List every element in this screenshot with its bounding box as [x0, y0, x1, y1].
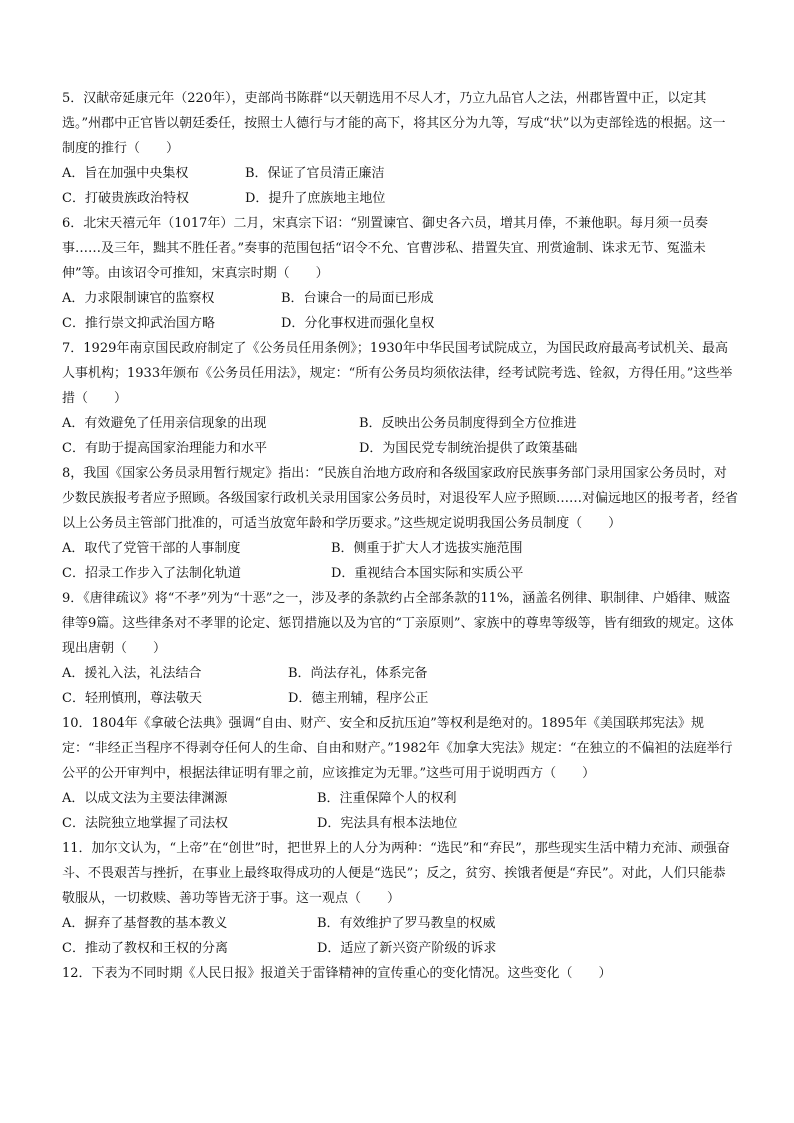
answer-option[interactable]: B．有效维护了罗马教皇的权威 [317, 916, 496, 931]
answer-option[interactable]: B．尚法存礼，体系完备 [288, 666, 428, 681]
answer-option[interactable]: A．力求限制谏官的监察权 [62, 291, 215, 306]
question-list [62, 86, 738, 986]
option-row [62, 661, 738, 686]
option-row [62, 411, 738, 436]
answer-option[interactable]: D．分化事权进而强化皇权 [281, 316, 435, 331]
question-block [62, 211, 738, 336]
question-stem: 12．下表为不同时期《人民日报》报道关于雷锋精神的宣传重心的变化情况。这些变化（ ） [62, 966, 612, 981]
question-stem: 7．1929年南京国民政府制定了《公务员任用条例》；1930年中华民国考试院成立，为国民政府最高考试机关、最高人事机构；1933年颁布《公务员任用法》，规定：“所有公务员均须依法律，经考试院考选、铨叙，方得任用。”这些举措（ ） [62, 341, 733, 406]
answer-option[interactable]: D．德主刑辅，程序公正 [288, 691, 429, 706]
answer-option[interactable]: A．以成文法为主要法律渊源 [62, 791, 228, 806]
option-row [62, 911, 738, 936]
option-row [62, 311, 738, 336]
option-row [62, 161, 738, 186]
answer-option[interactable]: A．摒弃了基督教的基本教义 [62, 916, 228, 931]
answer-option[interactable]: B．反映出公务员制度得到全方位推进 [359, 416, 577, 431]
answer-option[interactable]: B．台谏合一的局面已形成 [281, 291, 434, 306]
option-row [62, 561, 738, 586]
question-stem: 5．汉献帝延康元年（220年），吏部尚书陈群“以天朝选用不尽人才，乃立九品官人之法，州郡皆置中正，以定其选。”州郡中正官皆以朝廷委任，按照士人德行与才能的高下，将其区分为九等，写成“状”以为吏部铨选的根据。这一制度的推行（ ） [62, 91, 726, 156]
question-block [62, 711, 738, 836]
answer-option[interactable]: B．侧重于扩大人才选拔实施范围 [331, 541, 523, 556]
answer-option[interactable]: C．推行崇文抑武治国方略 [62, 316, 215, 331]
option-row [62, 186, 738, 211]
answer-option[interactable]: A．取代了党管干部的人事制度 [62, 541, 241, 556]
answer-option[interactable]: C．有助于提高国家治理能力和水平 [62, 441, 267, 456]
answer-option[interactable]: D．适应了新兴资产阶级的诉求 [317, 941, 497, 956]
answer-option[interactable]: D．宪法具有根本法地位 [317, 816, 458, 831]
option-row [62, 286, 738, 311]
answer-option[interactable]: B．保证了官员清正廉洁 [245, 166, 385, 181]
question-stem: 9．《唐律疏议》将“不孝”列为“十恶”之一，涉及孝的条款约占全部条款的11%，涵盖名例律、职制律、户婚律、贼盗律等9篇。这些律条对不孝罪的论定、惩罚措施以及为官的“丁亲原则”、家族中的尊卑等级等，皆有细致的规定。这体现出唐朝（ ） [62, 591, 734, 656]
exam-page [62, 86, 738, 986]
answer-option[interactable]: A．旨在加强中央集权 [62, 166, 189, 181]
question-block [62, 586, 738, 711]
option-row [62, 786, 738, 811]
question-block [62, 961, 738, 986]
question-stem: 8，我国《国家公务员录用暂行规定》指出：“民族自治地方政府和各级国家政府民族事务部门录用国家公务员时，对少数民族报考者应予照顾。各级国家行政机关录用国家公务员时，对退役军人应予照顾……对偏远地区的报考者，经省以上公务员主管部门批准的，可适当放宽年龄和学历要求。”这些规定说明我国公务员制度（ ） [62, 466, 739, 531]
question-stem: 10．1804年《拿破仑法典》强调“自由、财产、安全和反抗压迫”等权利是绝对的。1895年《美国联邦宪法》规定：“非经正当程序不得剥夺任何人的生命、自由和财产。”1982年《加拿大宪法》规定：“在独立的不偏袒的法庭举行公平的公开审判中，根据法律证明有罪之前，应该推定为无罪。”这些可用于说明西方（ ） [62, 716, 733, 781]
answer-option[interactable]: D．重视结合本国实际和实质公平 [331, 566, 524, 581]
option-row [62, 936, 738, 961]
option-row [62, 536, 738, 561]
option-row [62, 686, 738, 711]
answer-option[interactable]: C．法院独立地掌握了司法权 [62, 816, 228, 831]
option-row [62, 811, 738, 836]
question-block [62, 461, 738, 586]
question-stem: 6．北宋天禧元年（1017年）二月，宋真宗下诏：“别置谏官、御史各六员，增其月俸，不兼他职。每月须一员奏事……及三年，黜其不胜任者。”奏事的范围包括“诏令不允、官曹涉私、措置失宜、刑赏逾制、诛求无节、冤滥未伸”等。由该诏令可推知，宋真宗时期（ ） [62, 216, 709, 281]
answer-option[interactable]: C．推动了教权和王权的分离 [62, 941, 228, 956]
question-block [62, 86, 738, 211]
answer-option[interactable]: C．打破贵族政治特权 [62, 191, 189, 206]
question-stem: 11．加尔文认为，“上帝”在“创世”时，把世界上的人分为两种：“选民”和“弃民”，那些现实生活中精力充沛、顽强奋斗、不畏艰苦与挫折，在事业上最终取得成功的人便是“选民”；反之，贫穷、挨饿者便是“弃民”。对此，人们只能恭敬服从，一切救赎、善功等皆无济于事。这一观点（ ） [62, 841, 730, 906]
answer-option[interactable]: D．提升了庶族地主地位 [245, 191, 386, 206]
question-block [62, 336, 738, 461]
answer-option[interactable]: C．招录工作步入了法制化轨道 [62, 566, 241, 581]
question-block [62, 836, 738, 961]
answer-option[interactable]: B．注重保障个人的权利 [317, 791, 457, 806]
option-row [62, 436, 738, 461]
answer-option[interactable]: C．轻刑慎刑，尊法敬天 [62, 691, 202, 706]
answer-option[interactable]: A．援礼入法，礼法结合 [62, 666, 202, 681]
answer-option[interactable]: D．为国民党专制统治提供了政策基础 [359, 441, 578, 456]
answer-option[interactable]: A．有效避免了任用亲信现象的出现 [62, 416, 267, 431]
